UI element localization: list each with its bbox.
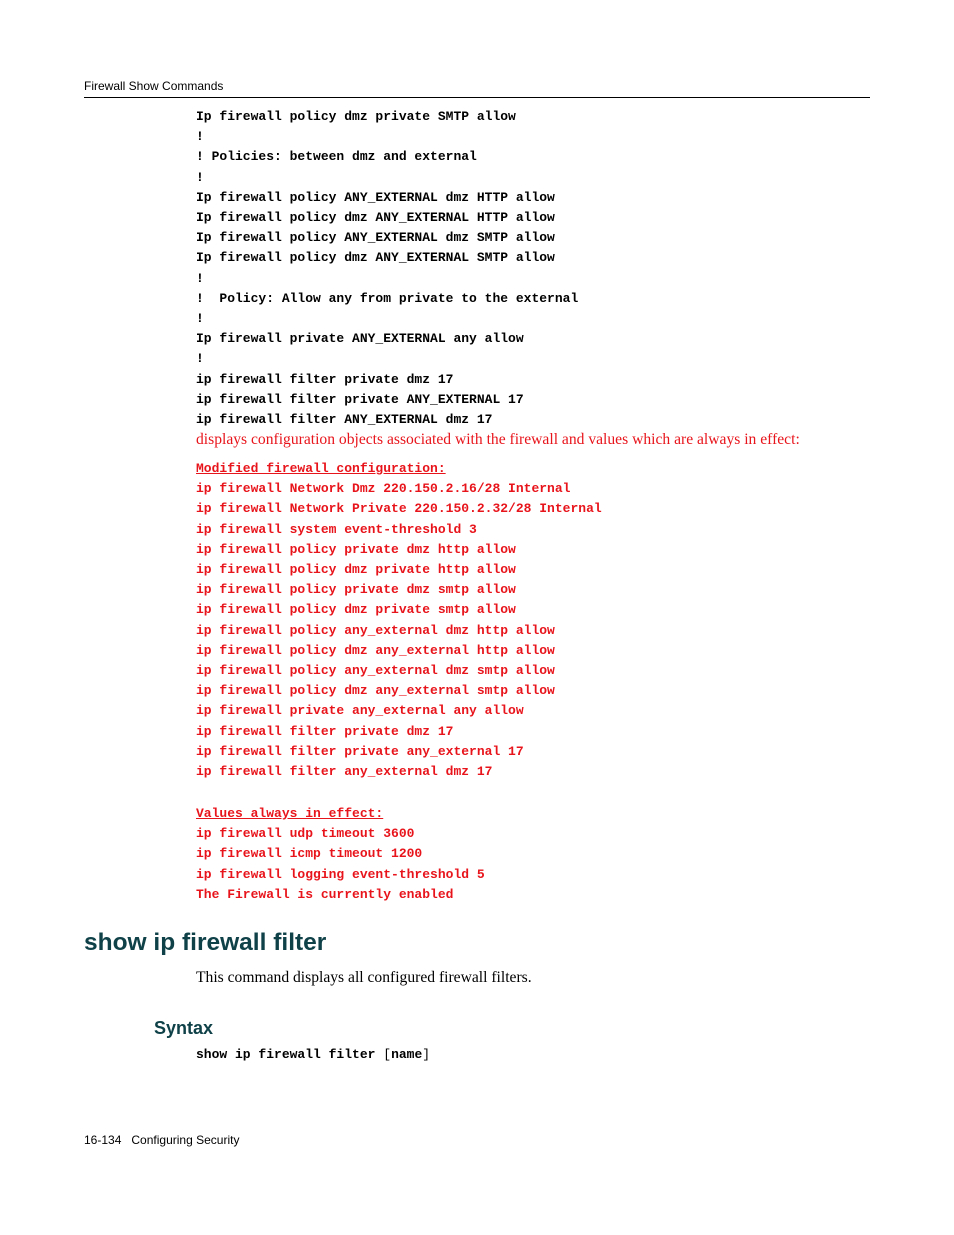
- code-line: ! Policies: between dmz and external: [196, 149, 477, 165]
- header-rule: [84, 97, 870, 98]
- code-line: ip firewall filter ANY_EXTERNAL dmz 17: [196, 412, 493, 428]
- modified-config-line: ip firewall policy dmz any_external smtp allow: [196, 683, 555, 699]
- page-footer: [84, 1133, 239, 1147]
- values-in-effect-line: ip firewall icmp timeout 1200: [196, 846, 423, 862]
- modified-config-line: ip firewall filter private dmz 17: [196, 723, 454, 739]
- values-in-effect-block: [196, 804, 485, 905]
- code-line: Ip firewall private ANY_EXTERNAL any allow: [196, 331, 524, 347]
- section-heading: show ip firewall filter: [84, 929, 327, 956]
- syntax-close-bracket: ]: [422, 1047, 431, 1062]
- config-code-block: [196, 107, 578, 430]
- values-in-effect-lines: [196, 826, 485, 902]
- code-line: ip firewall filter private dmz 17: [196, 371, 454, 387]
- values-in-effect-heading: Values always in effect:: [196, 806, 384, 821]
- modified-config-line: ip firewall Network Private 220.150.2.32/28 Internal: [196, 501, 602, 517]
- code-line: ! Policy: Allow any from private to the external: [196, 290, 579, 306]
- modified-config-lines: [196, 481, 602, 779]
- config-description: displays configuration objects associated with the firewall and values which are always in effect:: [196, 431, 800, 448]
- code-line: !: [196, 351, 204, 367]
- modified-config-line: ip firewall policy dmz any_external http allow: [196, 642, 555, 658]
- page-number: 16-134: [84, 1133, 122, 1147]
- code-line: Ip firewall policy dmz ANY_EXTERNAL HTTP allow: [196, 210, 555, 226]
- modified-config-heading: Modified firewall configuration:: [196, 461, 446, 476]
- values-in-effect-line: ip firewall logging event-threshold 5: [196, 866, 485, 882]
- modified-config-line: ip firewall policy any_external dmz http allow: [196, 622, 555, 638]
- syntax-open-bracket: [: [383, 1047, 392, 1062]
- modified-config-line: ip firewall Network Dmz 220.150.2.16/28 Internal: [196, 481, 571, 497]
- code-line: Ip firewall policy ANY_EXTERNAL dmz SMTP allow: [196, 230, 555, 246]
- modified-config-line: ip firewall policy private dmz http allow: [196, 541, 516, 557]
- code-line: Ip firewall policy dmz private SMTP allow: [196, 109, 516, 124]
- code-line: !: [196, 311, 204, 327]
- modified-config-line: ip firewall system event-threshold 3: [196, 521, 477, 537]
- modified-config-line: ip firewall policy private dmz smtp allow: [196, 582, 516, 598]
- section-description: This command displays all configured firewall filters.: [196, 969, 532, 986]
- modified-config-line: ip firewall filter any_external dmz 17: [196, 764, 493, 780]
- values-in-effect-line: The Firewall is currently enabled: [196, 886, 454, 902]
- modified-config-block: [196, 459, 602, 782]
- syntax-command: show ip firewall filter: [196, 1047, 376, 1062]
- values-in-effect-line: ip firewall udp timeout 3600: [196, 826, 415, 842]
- chapter-title: Configuring Security: [131, 1133, 240, 1147]
- syntax-param: name: [391, 1047, 423, 1062]
- code-line: Ip firewall policy ANY_EXTERNAL dmz HTTP allow: [196, 189, 555, 205]
- code-line: Ip firewall policy dmz ANY_EXTERNAL SMTP allow: [196, 250, 555, 266]
- syntax-line: [196, 1047, 430, 1062]
- modified-config-line: ip firewall policy any_external dmz smtp allow: [196, 663, 555, 679]
- modified-config-line: ip firewall filter private any_external 17: [196, 743, 524, 759]
- code-line: !: [196, 169, 204, 185]
- modified-config-line: ip firewall policy dmz private http allow: [196, 562, 516, 578]
- code-line: ip firewall filter private ANY_EXTERNAL 17: [196, 391, 524, 407]
- modified-config-line: ip firewall private any_external any allow: [196, 703, 524, 719]
- code-line: !: [196, 270, 204, 286]
- code-line: !: [196, 129, 204, 145]
- syntax-heading: Syntax: [154, 1018, 214, 1038]
- running-header: Firewall Show Commands: [84, 79, 224, 93]
- modified-config-line: ip firewall policy dmz private smtp allow: [196, 602, 516, 618]
